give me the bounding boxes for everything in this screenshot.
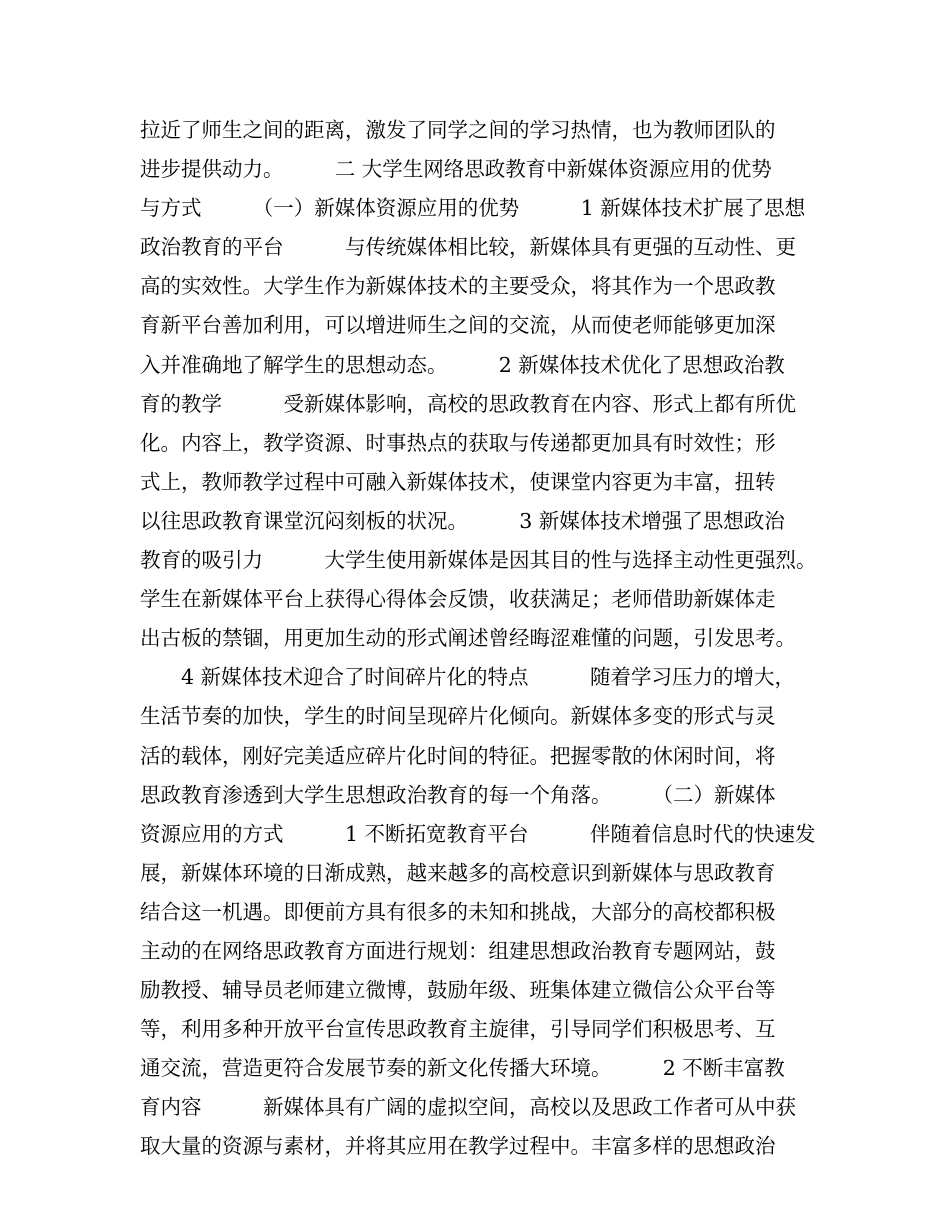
text-line: 活的载体，刚好完美适应碎片化时间的特征。把握零散的休闲时间，将 bbox=[140, 743, 776, 768]
text-line: 与方式 （一）新媒体资源应用的优势 1 新媒体技术扩展了思想 bbox=[140, 196, 806, 221]
text-line: 结合这一机遇。即便前方具有很多的未知和挑战，大部分的高校都积极 bbox=[140, 899, 776, 924]
text-line: 高的实效性。大学生作为新媒体技术的主要受众，将其作为一个思政教 bbox=[140, 274, 776, 299]
text-line: 生活节奏的加快，学生的时间呈现碎片化倾向。新媒体多变的形式与灵 bbox=[140, 704, 776, 729]
text-line: 育内容 新媒体具有广阔的虚拟空间，高校以及思政工作者可从中获 bbox=[140, 1095, 796, 1120]
text-line: 进步提供动力。 二 大学生网络思政教育中新媒体资源应用的优势 bbox=[140, 157, 772, 182]
text-line: 学生在新媒体平台上获得心得体会反馈，收获满足；老师借助新媒体走 bbox=[140, 587, 776, 612]
text-line: 励教授、辅导员老师建立微博，鼓励年级、班集体建立微信公众平台等 bbox=[140, 978, 776, 1003]
text-line: 拉近了师生之间的距离，激发了同学之间的学习热情，也为教师团队的 bbox=[140, 118, 776, 142]
text-line: 展，新媒体环境的日渐成熟，越来越多的高校意识到新媒体与思政教育 bbox=[140, 860, 776, 885]
text-line: 等，利用多种开放平台宣传思政教育主旋律，引导同学们积极思考、互 bbox=[140, 1017, 776, 1042]
text-line: 入并准确地了解学生的思想动态。 2 新媒体技术优化了思想政治教 bbox=[140, 352, 785, 377]
text-line: 出古板的禁锢，用更加生动的形式阐述曾经晦涩难懂的问题，引发思考。 bbox=[140, 626, 796, 651]
text-line: 4 新媒体技术迎合了时间碎片化的特点 随着学习压力的增大， bbox=[140, 665, 796, 690]
text-line: 主动的在网络思政教育方面进行规划：组建思想政治教育专题网站，鼓 bbox=[140, 938, 776, 963]
text-line: 以往思政教育课堂沉闷刻板的状况。 3 新媒体技术增强了思想政治 bbox=[140, 508, 785, 533]
text-line: 式上，教师教学过程中可融入新媒体技术，使课堂内容更为丰富，扭转 bbox=[140, 469, 776, 494]
text-line: 教育的吸引力 大学生使用新媒体是因其目的性与选择主动性更强烈。 bbox=[140, 548, 817, 573]
text-line: 资源应用的方式 1 不断拓宽教育平台 伴随着信息时代的快速发 bbox=[140, 821, 816, 846]
text-line: 取大量的资源与素材，并将其应用在教学过程中。丰富多样的思想政治 bbox=[140, 1134, 776, 1159]
text-line: 育的教学 受新媒体影响，高校的思政教育在内容、形式上都有所优 bbox=[140, 391, 796, 416]
text-line: 育新平台善加利用，可以增进师生之间的交流，从而使老师能够更加深 bbox=[140, 313, 776, 338]
text-line: 化。内容上，教学资源、时事热点的获取与传递都更加具有时效性；形 bbox=[140, 430, 776, 455]
text-line: 政治教育的平台 与传统媒体相比较，新媒体具有更强的互动性、更 bbox=[140, 235, 796, 260]
body-text bbox=[140, 111, 820, 1167]
text-line: 思政教育渗透到大学生思想政治教育的每一个角落。 （二）新媒体 bbox=[140, 782, 776, 807]
text-line: 通交流，营造更符合发展节奏的新文化传播大环境。 2 不断丰富教 bbox=[140, 1056, 785, 1081]
